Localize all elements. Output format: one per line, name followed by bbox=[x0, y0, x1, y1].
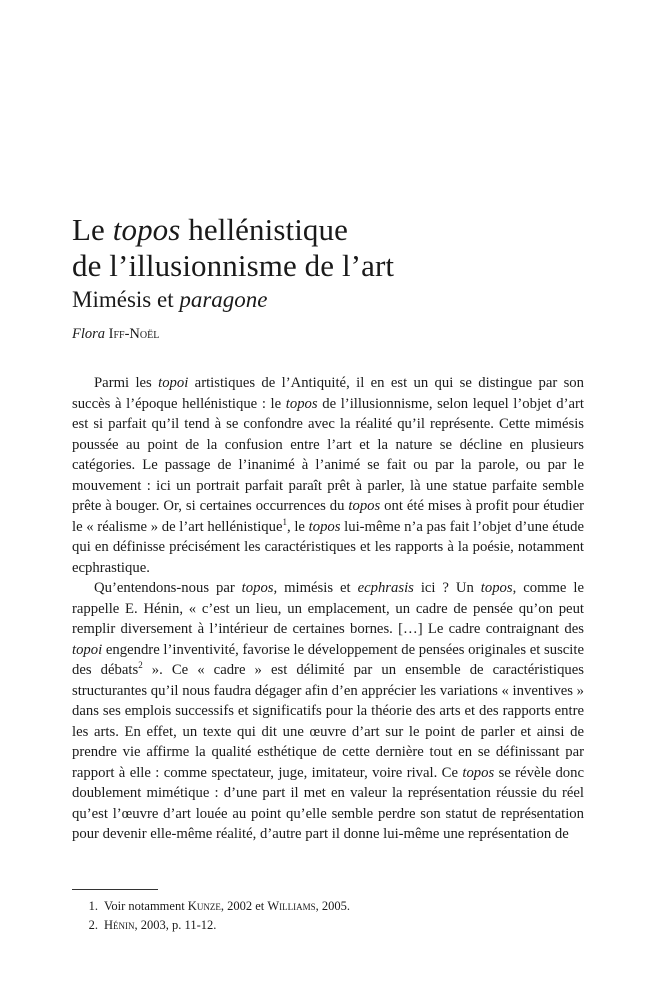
italic-term: topoi bbox=[158, 375, 189, 391]
text-run: engendre l’inventivité, favorise le développement de pensées originales et suscite des débats bbox=[72, 641, 584, 678]
article-heading bbox=[72, 212, 592, 344]
paragraph-1 bbox=[72, 373, 584, 578]
footnote-ref-2[interactable]: 2 bbox=[138, 660, 143, 671]
text-run: , comme le rappelle E. Hénin, « c’est un lieu, un emplacement, un cadre de pensée qu’on peut remplir diversement à l’intérieur de certaines bornes. […] Le cadre contraignant des bbox=[72, 580, 584, 637]
footnote-number: 2. bbox=[88, 918, 98, 932]
title-italic-word: topos bbox=[112, 212, 181, 247]
title-text: Le bbox=[72, 212, 113, 247]
subtitle-italic-word: paragone bbox=[179, 287, 268, 312]
author-name bbox=[72, 324, 592, 344]
paragraph-2 bbox=[72, 578, 584, 845]
article-title bbox=[72, 212, 592, 284]
subtitle-text: Mimésis et bbox=[72, 287, 180, 312]
footnote-1 bbox=[80, 897, 580, 916]
author-last-name: Iff-Noël bbox=[108, 326, 160, 342]
text-run: de l’illusionnisme, selon lequel l’objet d’art est si parfait qu’il tend à se confondre avec la réalité qu’il représente. Cette mimésis poussée au point de la confusion entre l’art et la nature se décline en plusieurs catégories. Le passage de l’inanimé à l’animé se fait ou par la parole, ou par le mouvement : ici un portrait parfait paraît prêt à parler, là une statue parfaite semble prête à bouger. Or, si certaines occurrences du bbox=[72, 395, 584, 514]
text-run: artistiques de l’Antiquité, il en est un qui se distingue par son succès à l’époque hellénistique : le bbox=[72, 375, 584, 412]
footnote-ref-1[interactable]: 1 bbox=[282, 516, 287, 527]
footnote-text: , 2002 et bbox=[220, 899, 268, 913]
footnote-author: Williams bbox=[267, 899, 316, 913]
title-line1 bbox=[72, 212, 348, 247]
footnote-divider bbox=[72, 889, 158, 890]
italic-term: topos bbox=[462, 764, 495, 781]
footnote-author: Hénin bbox=[104, 918, 135, 932]
italic-term: ecphrasis bbox=[357, 580, 414, 596]
italic-term: topos, bbox=[241, 580, 278, 596]
footnote-2 bbox=[80, 916, 580, 935]
footnote-text: , 2003, p. 11-12. bbox=[134, 918, 217, 932]
italic-term: topos bbox=[480, 580, 513, 596]
italic-term: topos bbox=[308, 518, 341, 535]
text-run: mimésis et bbox=[277, 580, 358, 596]
title-text: hellénistique bbox=[180, 212, 348, 247]
title-line2: de l’illusionnisme de l’art bbox=[72, 248, 395, 283]
italic-term: topos bbox=[348, 498, 381, 514]
text-run: se révèle donc doublement mimétique : d’une part il met en valeur la représentation réussie du réel qu’est l’œuvre d’art louée au point qu’elle semble perdre son statut de représentation pour devenir elle-même réalité, d’autre part il donne lui-même une représentation de bbox=[72, 764, 584, 842]
italic-term: topoi bbox=[72, 641, 103, 658]
text-run: lui-même n’a pas fait l’objet d’une étude qui en définisse précisément les caractéristiques et les rapports à la poésie, notamment ecphrastique. bbox=[72, 518, 584, 576]
footnote-number: 1. bbox=[88, 899, 98, 913]
text-run: ont été mises à profit pour étudier le « réalisme » de l’art hellénistique bbox=[72, 498, 584, 535]
text-run: ». Ce « cadre » est délimité par un ensemble de caractéristiques structurantes qu’il nous faudra dégager afin d’en apprécier les variations « inventives » dans ses emplois successifs et significatifs pour la théorie des arts et des rapports entre les arts. En effet, un texte qui dit une œuvre d’art sur le point de parler et ainsi de prendre vie affirme la qualité esthétique de cette dernière tout en se définissant par rapport à elle : comme spectateur, juge, imitateur, voire rival. Ce bbox=[72, 662, 584, 781]
footnote-text: Voir notamment bbox=[104, 899, 188, 913]
author-first-name: Flora bbox=[72, 326, 109, 342]
text-run: ici ? Un bbox=[413, 580, 481, 596]
footnote-author: Kunze bbox=[187, 899, 221, 913]
footnote-text: , 2005. bbox=[315, 899, 351, 913]
footnotes bbox=[80, 897, 580, 935]
text-run: , le bbox=[287, 518, 309, 535]
italic-term: topos bbox=[285, 395, 318, 412]
article-subtitle bbox=[72, 286, 592, 314]
text-run: Qu’entendons-nous par bbox=[94, 580, 242, 596]
text-run: Parmi les bbox=[94, 375, 159, 391]
article-body bbox=[72, 373, 584, 845]
